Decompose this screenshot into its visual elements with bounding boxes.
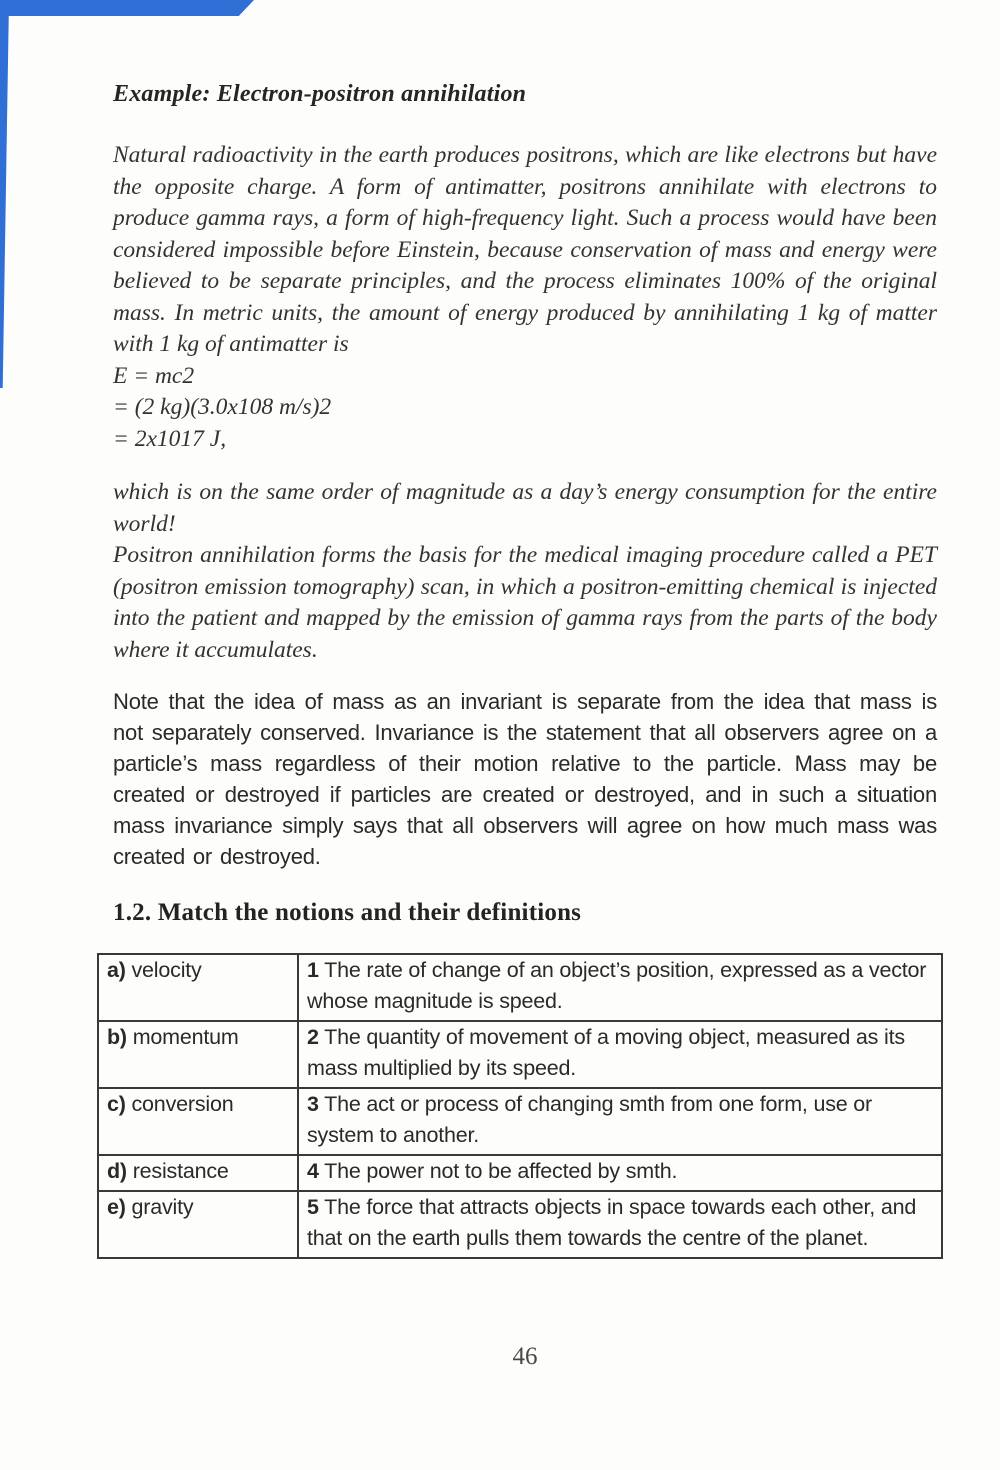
pet-paragraph: Positron annihilation forms the basis for the medical imaging procedure called a PET (positron emission tomography) scan, in which a positron-emitting chemical is injected into the patient and mapped by the emission of gamma rays from the parts of the body where it accumulates. <box>113 542 937 663</box>
intro-paragraph: Natural radioactivity in the earth produces positrons, which are like electrons but have the opposite charge. A form of antimatter, positrons annihilate with electrons to produce gamma rays, a form of high-frequency light. Such a process would have been considered impossible before Einstein, because conservation of mass and energy were believed to be separate principles, and the process eliminates 100% of the original mass. In metric units, the amount of energy produced by annihilating 1 kg of matter with 1 kg of antimatter is <box>113 142 937 357</box>
term-cell <box>98 954 298 1021</box>
equation-line-2: = (2 kg)(3.0x108 m/s)2 <box>113 394 332 420</box>
definition-cell <box>298 1155 942 1191</box>
definition-text: The act or process of changing smth from one form, use or system to another. <box>307 1092 873 1147</box>
term-cell <box>98 1155 298 1191</box>
table-row <box>98 1021 942 1088</box>
term-letter: e) <box>107 1195 126 1219</box>
term-label: gravity <box>131 1195 194 1219</box>
term-cell <box>98 1191 298 1258</box>
definition-text: The rate of change of an object’s position, expressed as a vector whose magnitude is speed. <box>307 958 927 1013</box>
term-label: velocity <box>131 958 202 982</box>
table-row <box>98 954 942 1021</box>
term-label: conversion <box>131 1092 234 1116</box>
equation-line-3: = 2x1017 J, <box>113 425 227 452</box>
term-letter: c) <box>107 1092 126 1116</box>
definition-cell <box>298 1021 942 1088</box>
term-cell <box>98 1021 298 1088</box>
table-row <box>98 1088 942 1155</box>
term-letter: b) <box>107 1025 127 1049</box>
term-cell <box>98 1088 298 1155</box>
definition-number: 2 <box>307 1025 319 1049</box>
page-number: 46 <box>512 1343 538 1370</box>
definition-cell <box>298 1191 942 1258</box>
definition-number: 4 <box>307 1159 319 1183</box>
definition-text: The quantity of movement of a moving object, measured as its mass multiplied by its speed. <box>307 1025 905 1080</box>
definition-cell <box>298 1088 942 1155</box>
equation-line-1: E = mc2 <box>113 362 195 389</box>
definition-text: The power not to be affected by smth. <box>324 1159 678 1183</box>
note-paragraph: Note that the idea of mass as an invariant is separate from the idea that mass is not separately conserved. Invariance is the statement that all observers agree on a particle’s mass regardless of their motion relative to the particle. Mass may be created or destroyed if particles are created or destroyed, and in such a situation mass invariance simply says that all observers will agree on how much mass was created or destroyed. <box>113 689 937 869</box>
definition-number: 3 <box>307 1092 319 1116</box>
term-label: resistance <box>132 1159 229 1183</box>
example-heading: Example: Electron-positron annihilation <box>113 81 527 107</box>
term-letter: a) <box>107 958 126 982</box>
match-table <box>97 953 943 1259</box>
term-letter: d) <box>107 1159 127 1183</box>
book-cover-left-edge <box>0 0 9 388</box>
magnitude-paragraph: which is on the same order of magnitude as a day’s energy consumption for the entire world! <box>113 479 937 537</box>
definition-cell <box>298 954 942 1021</box>
page-content <box>107 0 937 1370</box>
match-table-wrap <box>97 953 943 1259</box>
definition-number: 1 <box>307 958 319 982</box>
section-heading: 1.2. Match the notions and their definitions <box>113 899 582 926</box>
definition-number: 5 <box>307 1195 319 1219</box>
term-label: momentum <box>132 1025 239 1049</box>
table-row <box>98 1155 942 1191</box>
equations-block <box>113 361 937 456</box>
table-row <box>98 1191 942 1258</box>
definition-text: The force that attracts objects in space towards each other, and that on the earth pulls them towards the centre of the planet. <box>307 1195 917 1250</box>
